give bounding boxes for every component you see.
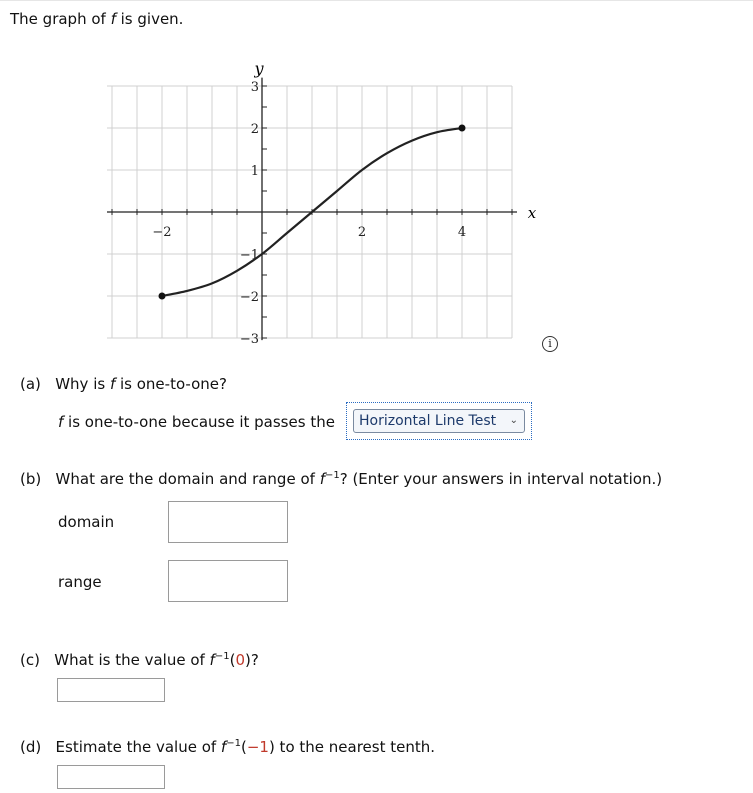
part-d-question: (d) Estimate the value of $f^{-1}(-1)$ to the nearest tenth. [20,738,435,756]
inverse-at-zero-input[interactable] [57,678,165,702]
line-test-select[interactable]: Horizontal Line Test ⌄ [353,409,525,433]
y-tick-label: −3 [239,332,259,347]
part-a-answer-text: f is one-to-one because it passes the [58,413,335,431]
x-tick-label: 4 [457,225,467,240]
intro-text: The graph of f is given. [10,10,184,28]
info-icon[interactable]: i [542,336,558,352]
range-label: range [58,573,102,591]
y-tick-label: −1 [239,248,259,263]
chevron-down-icon: ⌄ [509,415,518,426]
range-input[interactable] [168,560,288,602]
x-tick-label: −2 [152,225,172,240]
y-tick-label: −2 [239,290,259,305]
top-divider [0,0,753,1]
inverse-at-neg-one-input[interactable] [57,765,165,789]
y-axis-label: y [254,59,264,78]
part-a-question: (a) Why is f is one-to-one? [20,375,227,393]
y-tick-label: 3 [250,80,259,95]
function-graph [0,50,753,410]
domain-label: domain [58,513,115,531]
part-b-question: (b) What are the domain and range of $f^{-1}$? (Enter your answers in interval notation.) [20,470,663,488]
endpoint-dot [159,293,166,300]
domain-input[interactable] [168,501,288,543]
y-tick-label: 1 [250,164,259,179]
x-axis-label: x [527,204,537,222]
y-tick-label: 2 [250,122,259,137]
endpoint-dot [459,125,466,132]
x-tick-label: 2 [357,225,367,240]
part-c-question: (c) What is the value of $f^{-1}(0)$? [20,651,259,669]
